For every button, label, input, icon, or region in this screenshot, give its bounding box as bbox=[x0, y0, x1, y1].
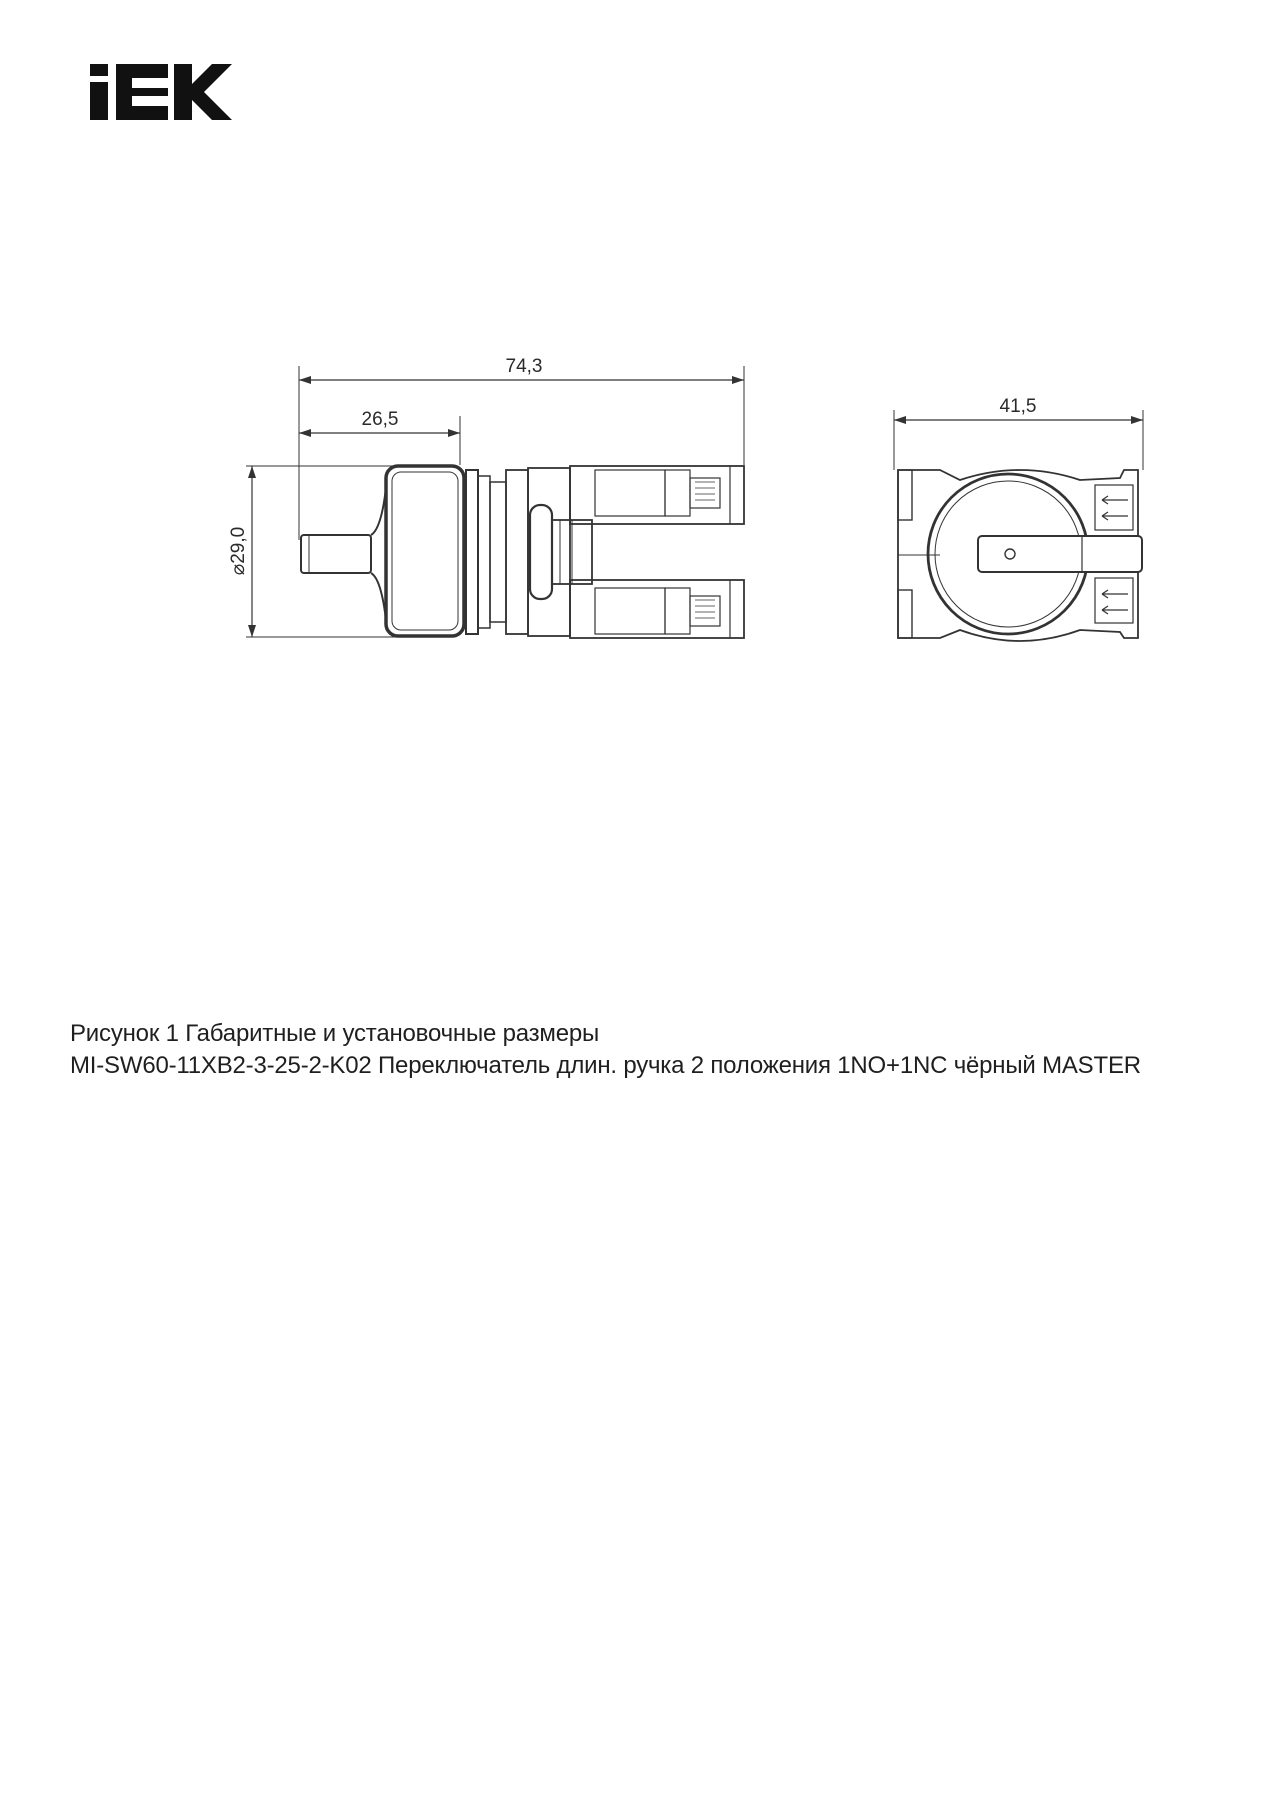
dimension-drawing bbox=[0, 0, 1280, 700]
dim-total-length: 74,3 bbox=[505, 356, 543, 377]
dim-front-length: 26,5 bbox=[361, 409, 399, 430]
front-view bbox=[894, 410, 1143, 641]
side-view bbox=[246, 366, 744, 638]
caption-product: MI-SW60-11XB2-3-25-2-K02 Переключатель длин. ручка 2 положения 1NO+1NC чёрный MASTER bbox=[70, 1052, 1141, 1079]
figure-caption bbox=[70, 1018, 1141, 1082]
dim-width: 41,5 bbox=[999, 396, 1037, 417]
dim-diameter: ⌀29,0 bbox=[228, 526, 249, 576]
caption-title: Рисунок 1 Габаритные и установочные размеры bbox=[70, 1020, 600, 1047]
